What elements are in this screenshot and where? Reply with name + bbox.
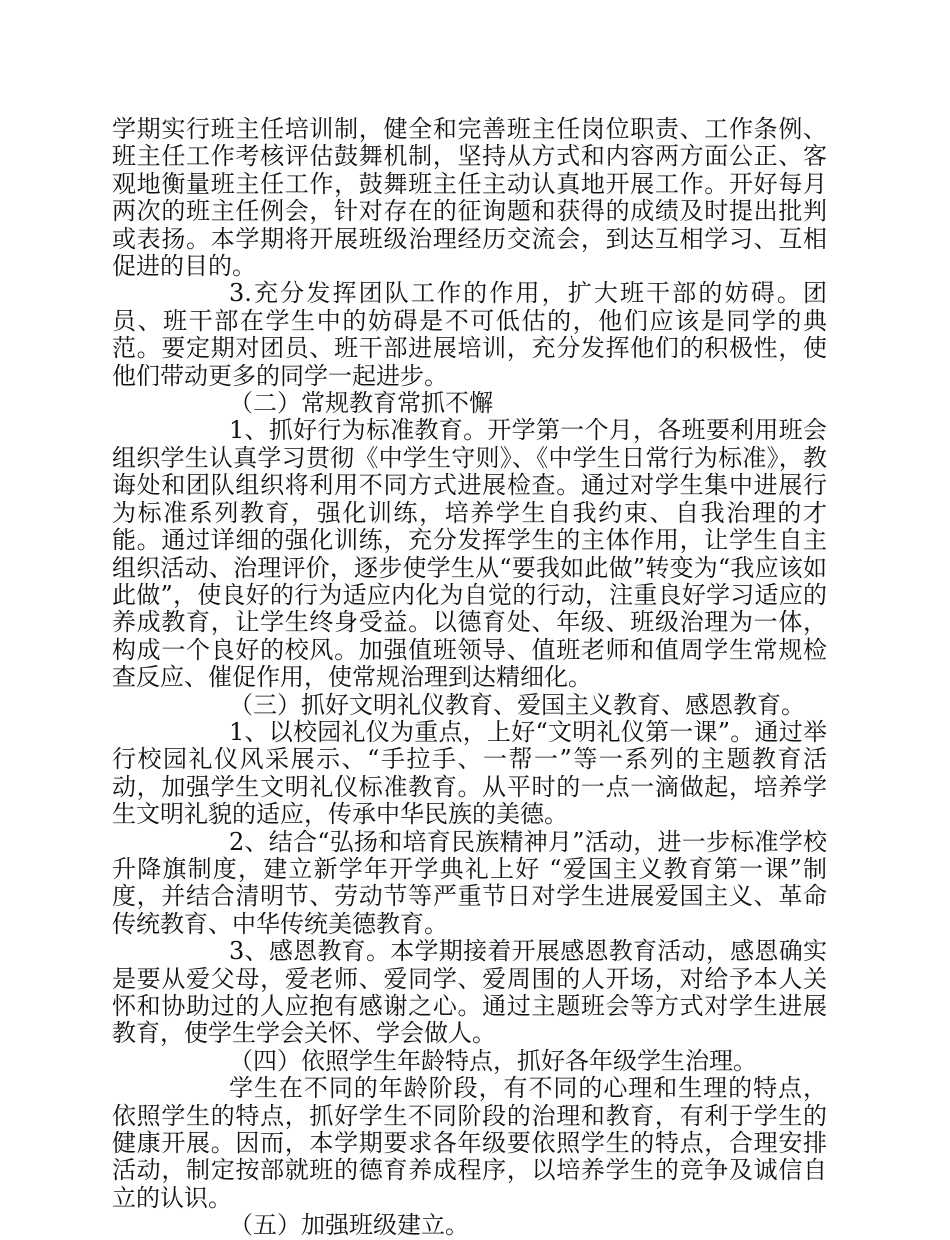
paragraph-team-work: 3.充分发挥团队工作的作用，扩大班干部的妨碍。团员、班干部在学生中的妨碍是不可低估的，他们应该是同学的典范。要定期对团员、班干部进展培训，充分发挥他们的积极性，使他们带动更多的同学一起进步。 [112,279,827,390]
paragraph-gratitude: 3、感恩教育。本学期接着开展感恩教育活动，感恩确实是要从爱父母，爱老师、爱同学、爱周围的人开场，对给予本人关怀和协助过的人应抱有感谢之心。通过主题班会等方式对学生进展教育，使学生学会关怀、学会做人。 [112,937,827,1048]
section-heading-age-management: （四）依照学生年龄特点，抓好各年级学生治理。 [229,1046,757,1075]
paragraph-class-teacher-training: 学期实行班主任培训制，健全和完善班主任岗位职责、工作条例、班主任工作考核评估鼓舞机制，坚持从方式和内容两方面公正、客观地衡量班主任工作，鼓舞班主任主动认真地开展工作。开好每月两次的班主任例会，针对存在的征询题和获得的成绩及时提出批判或表扬。本学期将开展班级治理经历交流会，到达互相学习、互相促进的目的。 [112,115,827,281]
section-heading-class-building: （五）加强班级建立。 [229,1211,469,1240]
paragraph-patriotism: 2、结合“弘扬和培育民族精神月”活动，进一步标准学校升降旗制度，建立新学年开学典礼上好 “爱国主义教育第一课”制度，并结合清明节、劳动节等严重节日对学生进展爱国主义、革命传统教育、中华传统美德教育。 [112,827,827,938]
section-heading-etiquette-education: （三）抓好文明礼仪教育、爱国主义教育、感恩教育。 [229,690,805,719]
section-heading-routine-education: （二）常规教育常抓不懈 [229,389,493,418]
paragraph-behavior-standard: 1、抓好行为标准教育。开学第一个月，各班要利用班会组织学生认真学习贯彻《中学生守则》、《中学生日常行为标准》，教诲处和团队组织将利用不同方式进展检查。通过对学生集中进展行为标准系列教育，强化训练，培养学生自我约束、自我治理的才能。通过详细的强化训练，充分发挥学生的主体作用，让学生自主组织活动、治理评价，逐步使学生从“要我如此做”转变为“我应该如此做”，使良好的行为适应内化为自觉的行动，注重良好学习适应的养成教育，让学生终身受益。以德育处、年级、班级治理为一体，构成一个良好的校风。加强值班领导、值班老师和值周学生常规检查反应、催促作用，使常规治理到达精细化。 [112,416,827,692]
paragraph-age-stages: 学生在不同的年龄阶段，有不同的心理和生理的特点，依照学生的特点，抓好学生不同阶段的治理和教育，有利于学生的健康开展。因而，本学期要求各年级要依照学生的特点，合理安排活动，制定按部就班的德育养成程序，以培养学生的竞争及诚信自立的认识。 [112,1074,827,1212]
paragraph-campus-etiquette: 1、以校园礼仪为重点，上好“文明礼仪第一课”。通过举行校园礼仪风采展示、“手拉手、一帮一”等一系列的主题教育活动，加强学生文明礼仪标准教育。从平时的一点一滴做起，培养学生文明礼貌的适应，传承中华民族的美德。 [112,717,827,829]
document-page [112,116,827,1240]
